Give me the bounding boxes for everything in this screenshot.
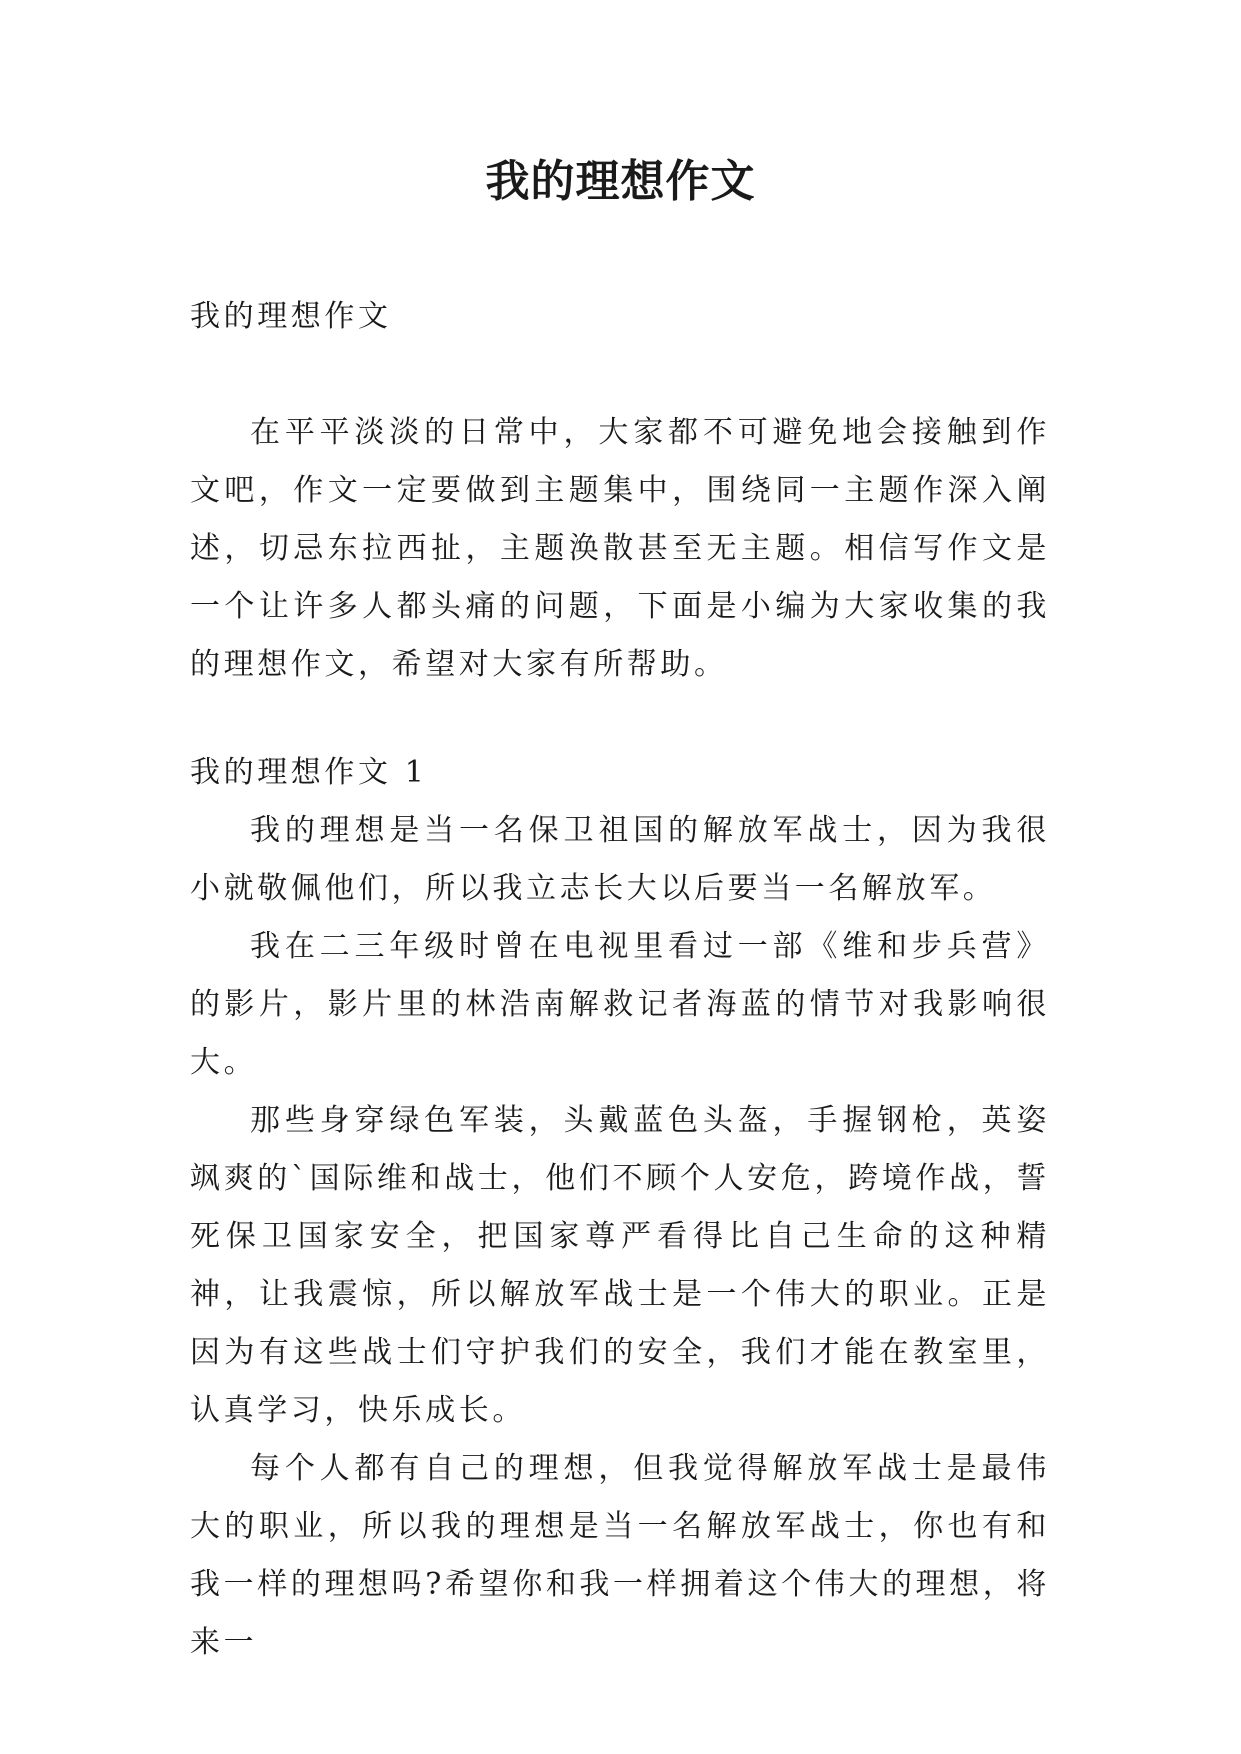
document-heading: 我的理想作文	[190, 299, 392, 334]
section-paragraph: 我在二三年级时曾在电视里看过一部《维和步兵营》的影片，影片里的林浩南解救记者海蓝的情节对我影响很大。	[190, 929, 1050, 1080]
section-title: 我的理想作文 1	[190, 755, 428, 790]
section-paragraph: 每个人都有自己的理想，但我觉得解放军战士是最伟大的职业，所以我的理想是当一名解放军战士，你也有和我一样的理想吗?希望你和我一样拥着这个伟大的理想，将来一	[190, 1451, 1050, 1660]
document-title: 我的理想作文	[485, 156, 756, 207]
document-body	[190, 288, 1050, 1672]
section-paragraph: 我的理想是当一名保卫祖国的解放军战士，因为我很小就敬佩他们，所以我立志长大以后要当一名解放军。	[190, 813, 1050, 906]
section-paragraph: 那些身穿绿色军装，头戴蓝色头盔，手握钢枪，英姿飒爽的`国际维和战士，他们不顾个人安危，跨境作战，誓死保卫国家安全，把国家尊严看得比自己生命的这种精神，让我震惊，所以解放军战士是一个伟大的职业。正是因为有这些战士们守护我们的安全，我们才能在教室里，认真学习，快乐成长。	[190, 1103, 1050, 1428]
intro-paragraph: 在平平淡淡的日常中，大家都不可避免地会接触到作文吧，作文一定要做到主题集中，围绕同一主题作深入阐述，切忌东拉西扯，主题涣散甚至无主题。相信写作文是一个让许多人都头痛的问题，下面是小编为大家收集的我的理想作文，希望对大家有所帮助。	[190, 415, 1050, 682]
